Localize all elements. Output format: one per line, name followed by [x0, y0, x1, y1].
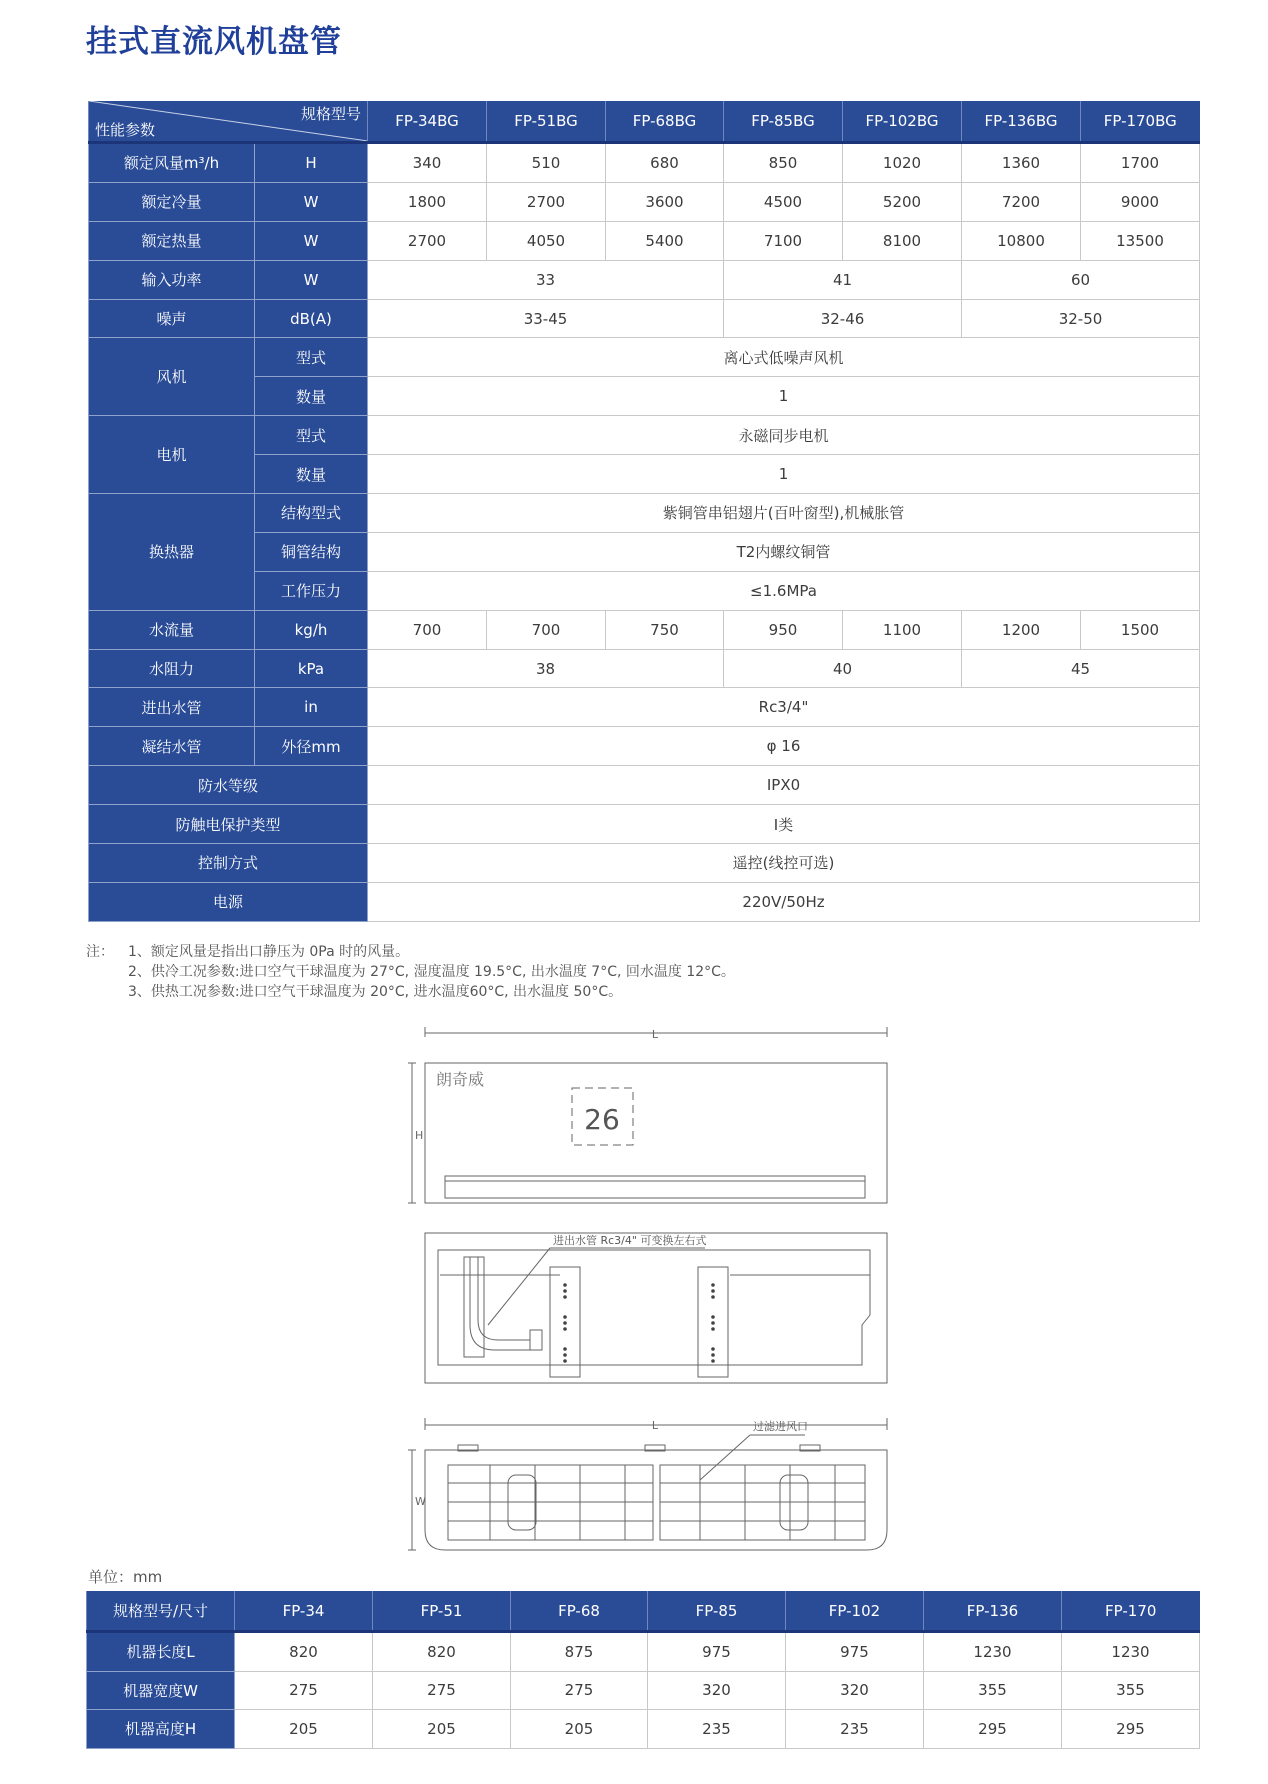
row-label: 防水等级 — [89, 766, 368, 805]
row-unit: 外径mm — [255, 727, 368, 766]
cell: 1 — [368, 455, 1200, 494]
spec-header-param-label: 性能参数 — [95, 121, 156, 139]
model-header: FP-51BG — [487, 101, 606, 143]
row-label: 额定冷量 — [89, 182, 255, 221]
dim-label-L: L — [651, 1028, 659, 1041]
unit-dimension-drawing — [400, 1025, 900, 1555]
table-row — [89, 182, 1200, 221]
cell: Ⅰ类 — [368, 805, 1200, 844]
cell: ≤1.6MPa — [368, 571, 1200, 610]
cell: 5200 — [843, 182, 962, 221]
row-sublabel: 型式 — [255, 338, 368, 377]
pipe-note: 进出水管 Rc3/4" 可变换左右式 — [553, 1234, 707, 1247]
row-unit: W — [255, 221, 368, 260]
dim-label-H: H — [415, 1129, 424, 1142]
row-label: 水流量 — [89, 610, 255, 649]
cell: 8100 — [843, 221, 962, 260]
cell: 9000 — [1081, 182, 1200, 221]
cell: 13500 — [1081, 221, 1200, 260]
table-row — [89, 844, 1200, 883]
model-header: FP-102BG — [843, 101, 962, 143]
row-label: 水阻力 — [89, 649, 255, 688]
cell: 320 — [786, 1671, 924, 1710]
table-row — [89, 882, 1200, 921]
cell: 975 — [648, 1632, 786, 1672]
bottom-view — [408, 1418, 887, 1550]
table-row — [89, 805, 1200, 844]
table-row — [89, 377, 1200, 416]
filter-note: 过滤进风口 — [753, 1420, 808, 1433]
cell: 60 — [962, 260, 1200, 299]
dims-header-row — [87, 1591, 1200, 1632]
row-label: 额定热量 — [89, 221, 255, 260]
cell: 950 — [724, 610, 843, 649]
model-header: FP-34BG — [368, 101, 487, 143]
model-header: FP-136 — [924, 1591, 1062, 1632]
cell: 220V/50Hz — [368, 882, 1200, 921]
cell: 295 — [924, 1710, 1062, 1749]
cell: 1500 — [1081, 610, 1200, 649]
internal-view — [425, 1233, 887, 1383]
model-header: FP-170 — [1062, 1591, 1200, 1632]
row-unit: dB(A) — [255, 299, 368, 338]
model-header: FP-51 — [373, 1591, 511, 1632]
cell: 1020 — [843, 143, 962, 183]
row-sublabel: 数量 — [255, 377, 368, 416]
row-label: 控制方式 — [89, 844, 368, 883]
row-label: 换热器 — [89, 494, 255, 611]
cell: 3600 — [606, 182, 724, 221]
cell: 离心式低噪声风机 — [368, 338, 1200, 377]
cell: 7200 — [962, 182, 1081, 221]
hole-markers — [563, 1283, 715, 1363]
spec-diagonal-header — [89, 101, 368, 143]
spec-header-model-label: 规格型号 — [300, 105, 361, 123]
cell: 2700 — [368, 221, 487, 260]
table-row — [89, 610, 1200, 649]
row-label: 机器长度L — [87, 1632, 235, 1672]
cell: 41 — [724, 260, 962, 299]
cell: 875 — [511, 1632, 648, 1672]
cell: 1700 — [1081, 143, 1200, 183]
cell: φ 16 — [368, 727, 1200, 766]
cell: 205 — [373, 1710, 511, 1749]
note-item: 1、额定风量是指出口静压为 0Pa 时的风量。 — [128, 944, 410, 960]
cell: 1360 — [962, 143, 1081, 183]
cell: T2内螺纹铜管 — [368, 532, 1200, 571]
cell: 32-46 — [724, 299, 962, 338]
row-sublabel: 铜管结构 — [255, 532, 368, 571]
cell: 820 — [373, 1632, 511, 1672]
table-row — [89, 727, 1200, 766]
cell: 1800 — [368, 182, 487, 221]
row-unit: W — [255, 182, 368, 221]
cell: 700 — [487, 610, 606, 649]
cell: 975 — [786, 1632, 924, 1672]
row-label: 额定风量m³/h — [89, 143, 255, 183]
table-row — [89, 221, 1200, 260]
cell: 紫铜管串铝翅片(百叶窗型),机械胀管 — [368, 494, 1200, 533]
cell: 820 — [235, 1632, 373, 1672]
page-title: 挂式直流风机盘管 — [86, 24, 342, 60]
cell: Rc3/4" — [368, 688, 1200, 727]
table-row — [89, 416, 1200, 455]
cell: 10800 — [962, 221, 1081, 260]
row-label: 进出水管 — [89, 688, 255, 727]
row-sublabel: 型式 — [255, 416, 368, 455]
cell: 45 — [962, 649, 1200, 688]
cell: 32-50 — [962, 299, 1200, 338]
dimensions-table — [86, 1591, 1200, 1749]
dims-header-label: 规格型号/尺寸 — [87, 1591, 235, 1632]
table-row — [89, 299, 1200, 338]
row-unit: in — [255, 688, 368, 727]
row-unit: H — [255, 143, 368, 183]
cell: 355 — [924, 1671, 1062, 1710]
model-header: FP-136BG — [962, 101, 1081, 143]
cell: 355 — [1062, 1671, 1200, 1710]
table-row — [89, 143, 1200, 183]
table-row — [89, 260, 1200, 299]
model-header: FP-85 — [648, 1591, 786, 1632]
cell: 340 — [368, 143, 487, 183]
cell: 永磁同步电机 — [368, 416, 1200, 455]
model-header: FP-102 — [786, 1591, 924, 1632]
cell: 5400 — [606, 221, 724, 260]
note-item: 3、供热工况参数:进口空气干球温度为 20°C, 进水温度60°C, 出水温度 50°C。 — [128, 984, 623, 1000]
cell: 235 — [786, 1710, 924, 1749]
model-header: FP-68 — [511, 1591, 648, 1632]
table-row — [89, 571, 1200, 610]
cell: 205 — [235, 1710, 373, 1749]
table-row — [89, 455, 1200, 494]
table-row — [89, 688, 1200, 727]
row-label: 输入功率 — [89, 260, 255, 299]
front-view — [408, 1027, 887, 1203]
cell: 7100 — [724, 221, 843, 260]
cell: 205 — [511, 1710, 648, 1749]
cell: 700 — [368, 610, 487, 649]
cell: 40 — [724, 649, 962, 688]
page-number: 26 — [584, 1103, 620, 1136]
note-item: 2、供冷工况参数:进口空气干球温度为 27°C, 湿度温度 19.5°C, 出水温度 7°C, 回水温度 12°C。 — [128, 964, 735, 980]
cell: 1230 — [924, 1632, 1062, 1672]
cell: 4050 — [487, 221, 606, 260]
cell: 38 — [368, 649, 724, 688]
cell: 295 — [1062, 1710, 1200, 1749]
table-row — [89, 766, 1200, 805]
row-sublabel: 数量 — [255, 455, 368, 494]
cell: 1230 — [1062, 1632, 1200, 1672]
cell: 2700 — [487, 182, 606, 221]
table-row — [89, 338, 1200, 377]
spec-header-row — [89, 101, 1200, 143]
table-row — [89, 532, 1200, 571]
model-header: FP-85BG — [724, 101, 843, 143]
row-label: 噪声 — [89, 299, 255, 338]
table-row — [87, 1632, 1200, 1672]
cell: 33-45 — [368, 299, 724, 338]
cell: 235 — [648, 1710, 786, 1749]
row-unit: kPa — [255, 649, 368, 688]
cell: 680 — [606, 143, 724, 183]
cell: 750 — [606, 610, 724, 649]
table-row — [89, 649, 1200, 688]
cell: 4500 — [724, 182, 843, 221]
table-row — [87, 1671, 1200, 1710]
cell: 1200 — [962, 610, 1081, 649]
cell: 275 — [235, 1671, 373, 1710]
model-header: FP-34 — [235, 1591, 373, 1632]
brand-logo: 朗奇威 — [436, 1070, 485, 1089]
row-label: 机器宽度W — [87, 1671, 235, 1710]
table-row — [89, 494, 1200, 533]
cell: 遥控(线控可选) — [368, 844, 1200, 883]
row-sublabel: 工作压力 — [255, 571, 368, 610]
row-label: 机器高度H — [87, 1710, 235, 1749]
notes-label: 注： — [86, 944, 114, 960]
dim-label-L: L — [651, 1419, 659, 1432]
model-header: FP-170BG — [1081, 101, 1200, 143]
model-header: FP-68BG — [606, 101, 724, 143]
cell: 275 — [373, 1671, 511, 1710]
dim-label-W: W — [415, 1495, 426, 1508]
row-label: 防触电保护类型 — [89, 805, 368, 844]
row-label: 风机 — [89, 338, 255, 416]
row-unit: W — [255, 260, 368, 299]
row-sublabel: 结构型式 — [255, 494, 368, 533]
cell: 275 — [511, 1671, 648, 1710]
row-unit: kg/h — [255, 610, 368, 649]
cell: 320 — [648, 1671, 786, 1710]
row-label: 凝结水管 — [89, 727, 255, 766]
table-row — [87, 1710, 1200, 1749]
cell: 850 — [724, 143, 843, 183]
cell: 510 — [487, 143, 606, 183]
cell: 1100 — [843, 610, 962, 649]
row-label: 电源 — [89, 882, 368, 921]
row-label: 电机 — [89, 416, 255, 494]
cell: IPX0 — [368, 766, 1200, 805]
cell: 1 — [368, 377, 1200, 416]
spec-table — [88, 101, 1200, 922]
cell: 33 — [368, 260, 724, 299]
unit-label: 单位：mm — [88, 1568, 163, 1586]
